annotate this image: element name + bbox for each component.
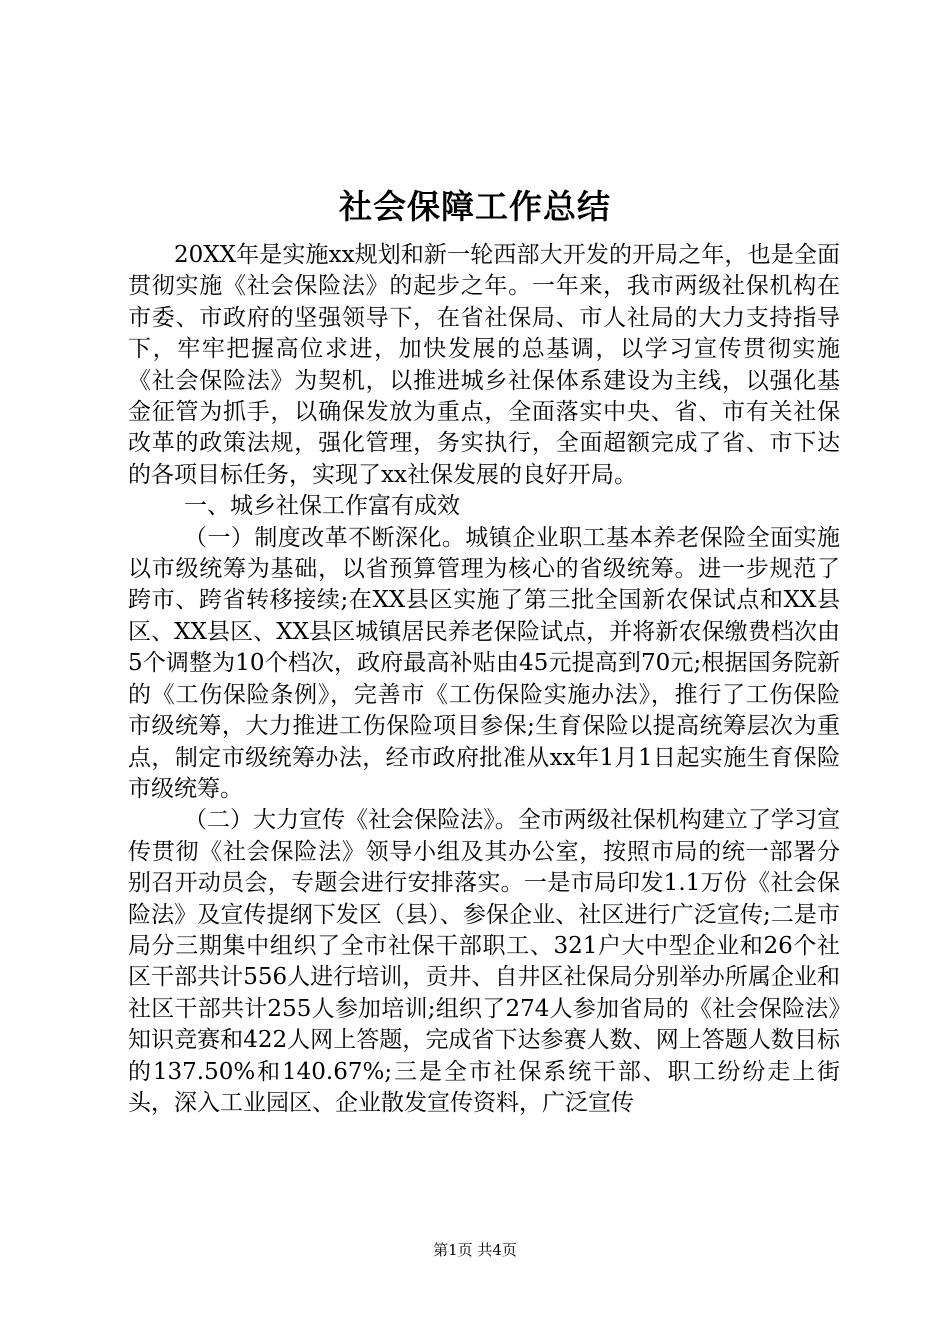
subsection-paragraph-1: （一）制度改革不断深化。城镇企业职工基本养老保险全面实施以市级统筹为基础，以省预算管理为核心的省级统筹。进一步规范了跨市、跨省转移接续;在XX县区实施了第三批全国新农保试点和XX县区、XX县区、XX县区城镇居民养老保险试点，并将新农保缴费档次由5个调整为10个档次，政府最高补贴由45元提高到70元;根据国务院新的《工伤保险条例》，完善市《工伤保险实施办法》，推行了工伤保险市级统筹，大力推进工伤保险项目参保;生育保险以提高统筹层次为重点，制定市级统筹办法，经市政府批准从xx年1月1日起实施生育保险市级统筹。	[128, 524, 840, 802]
document-title: 社会保障工作总结	[339, 187, 611, 226]
subsection-paragraph-2: （二）大力宣传《社会保险法》。全市两级社保机构建立了学习宣传贯彻《社会保险法》领导小组及其办公室，按照市局的统一部署分别召开动员会，专题会进行安排落实。一是市局印发1.1万份《社会保险法》及宣传提纲下发区（县）、参保企业、社区进行广泛宣传;二是市局分三期集中组织了全市社保干部职工、321户大中型企业和26个社区干部共计556人进行培训，贡井、自井区社保局分别举办所属企业和社区干部共计255人参加培训;组织了274人参加省局的《社会保险法》知识竞赛和422人网上答题，完成省下达参赛人数、网上答题人数目标的137.50%和140.67%;三是全市社保系统干部、职工纷纷走上街头，深入工业园区、企业散发宣传资料，广泛宣传	[128, 807, 840, 1116]
page-number-footer: 第1页 共4页	[433, 1241, 517, 1259]
document-body	[128, 240, 840, 1119]
section-heading: 一、城乡社保工作富有成效	[184, 493, 460, 520]
intro-paragraph: 20XX年是实施xx规划和新一轮西部大开发的开局之年，也是全面贯彻实施《社会保险法》的起步之年。一年来，我市两级社保机构在市委、市政府的坚强领导下，在省社保局、市人社局的大力支持指导下，牢牢把握高位求进，加快发展的总基调，以学习宣传贯彻实施《社会保险法》为契机，以推进城乡社保体系建设为主线，以强化基金征管为抓手，以确保发放为重点，全面落实中央、省、市有关社保改革的政策法规，强化管理，务实执行，全面超额完成了省、市下达的各项目标任务，实现了xx社保发展的良好开局。	[128, 242, 840, 488]
